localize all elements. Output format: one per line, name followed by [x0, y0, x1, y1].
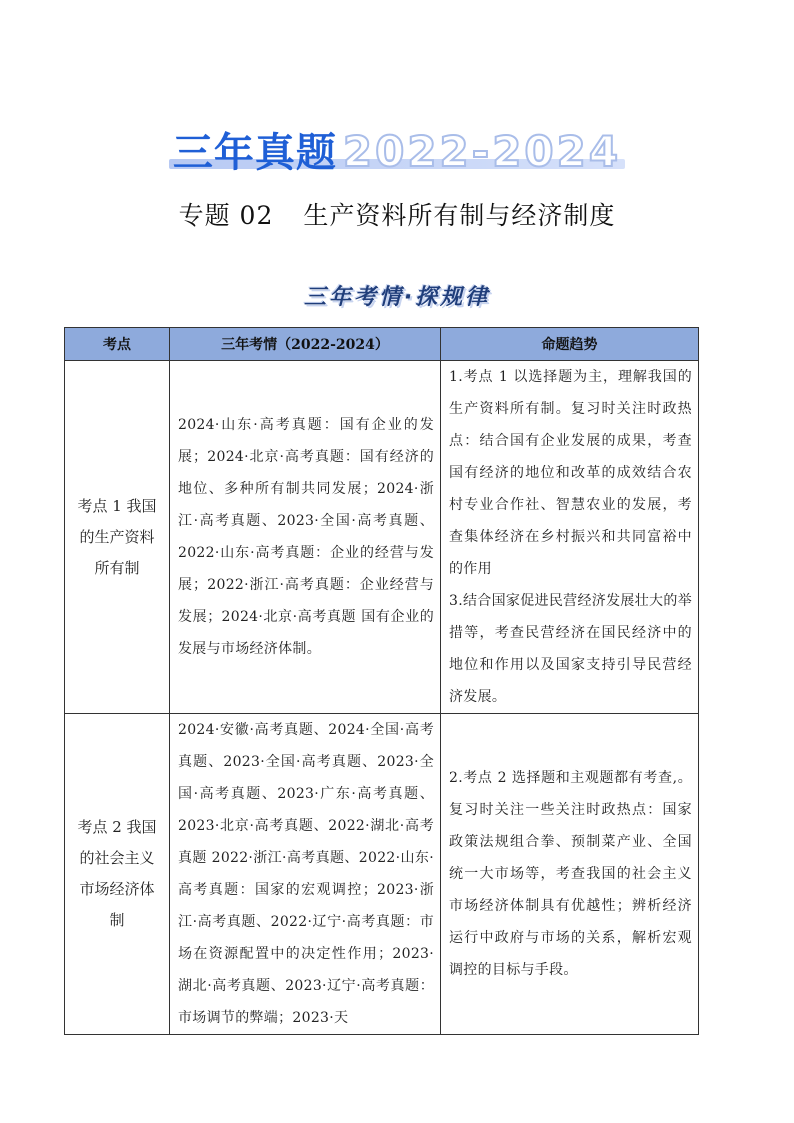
trend-paragraph: 3.结合国家促进民营经济发展壮大的举措等，考查民营经济在国民经济中的地位和作用以及国家支持引导民营经济发展。: [449, 593, 692, 705]
table-header-row: [65, 328, 699, 361]
row-history-cell: 2024·安徽·高考真题、2024·全国·高考真题、2023·全国·高考真题、2023·全国·高考真题、2023·广东·高考真题、2023·北京·高考真题、2022·湖北·高考真题 2022·浙江·高考真题、2022·山东·高考真题：国家的宏观调控；2023·浙江·高考真题、2022·辽宁·高考真题：市场在资源配置中的决定性作用；2023·湖北·高考真题、2023·辽宁·高考真题：市场调节的弊端；2023·天: [170, 714, 441, 1035]
trend-paragraph: 1.考点 1 以选择题为主，理解我国的生产资料所有制。复习时关注时政热点：结合国有企业发展的成果，考查国有经济的地位和改革的成效结合农村专业合作社、智慧农业的发展，考查集体经济在乡村振兴和共同富裕中的作用: [449, 369, 692, 577]
topic-heading: [0, 196, 794, 232]
exam-analysis-table: [64, 327, 699, 1035]
section-title-text: 三年考情·探规律: [303, 285, 491, 310]
banner-main-title: 三年真题: [172, 129, 337, 176]
row-trend-cell: 2.考点 2 选择题和主观题都有考查,。复习时关注一些关注时政热点：国家政策法规组合拳、预制菜产业、全国统一大市场等，考查我国的社会主义市场经济体制具有优越性；辨析经济运行中政府与市场的关系，解析宏观调控的目标与手段。: [441, 714, 699, 1035]
topic-number: 专题 02: [178, 201, 274, 230]
header-trend: 命题趋势: [441, 328, 699, 361]
row-point-cell: 考点 1 我国的生产资料所有制: [65, 361, 170, 714]
table-row: [65, 714, 699, 1035]
topic-name: 生产资料所有制与经济制度: [303, 201, 616, 230]
row-history-cell: 2024·山东·高考真题：国有企业的发展；2024·北京·高考真题：国有经济的地位、多种所有制共同发展；2024·浙江·高考真题、2023·全国·高考真题、2022·山东·高考真题：企业的经营与发展；2022·浙江·高考真题：企业经营与发展；2024·北京·高考真题 国有企业的发展与市场经济体制。: [170, 361, 441, 714]
banner-year-range: 2022-2024: [342, 126, 622, 176]
table-row: [65, 361, 699, 714]
title-banner-inner: [169, 121, 625, 178]
row-point-cell: 考点 2 我国的社会主义市场经济体制: [65, 714, 170, 1035]
title-banner: [0, 118, 794, 180]
header-history: 三年考情（2022-2024）: [170, 328, 441, 361]
section-title: [0, 280, 794, 311]
row-trend-cell: [441, 361, 699, 714]
header-point: 考点: [65, 328, 170, 361]
